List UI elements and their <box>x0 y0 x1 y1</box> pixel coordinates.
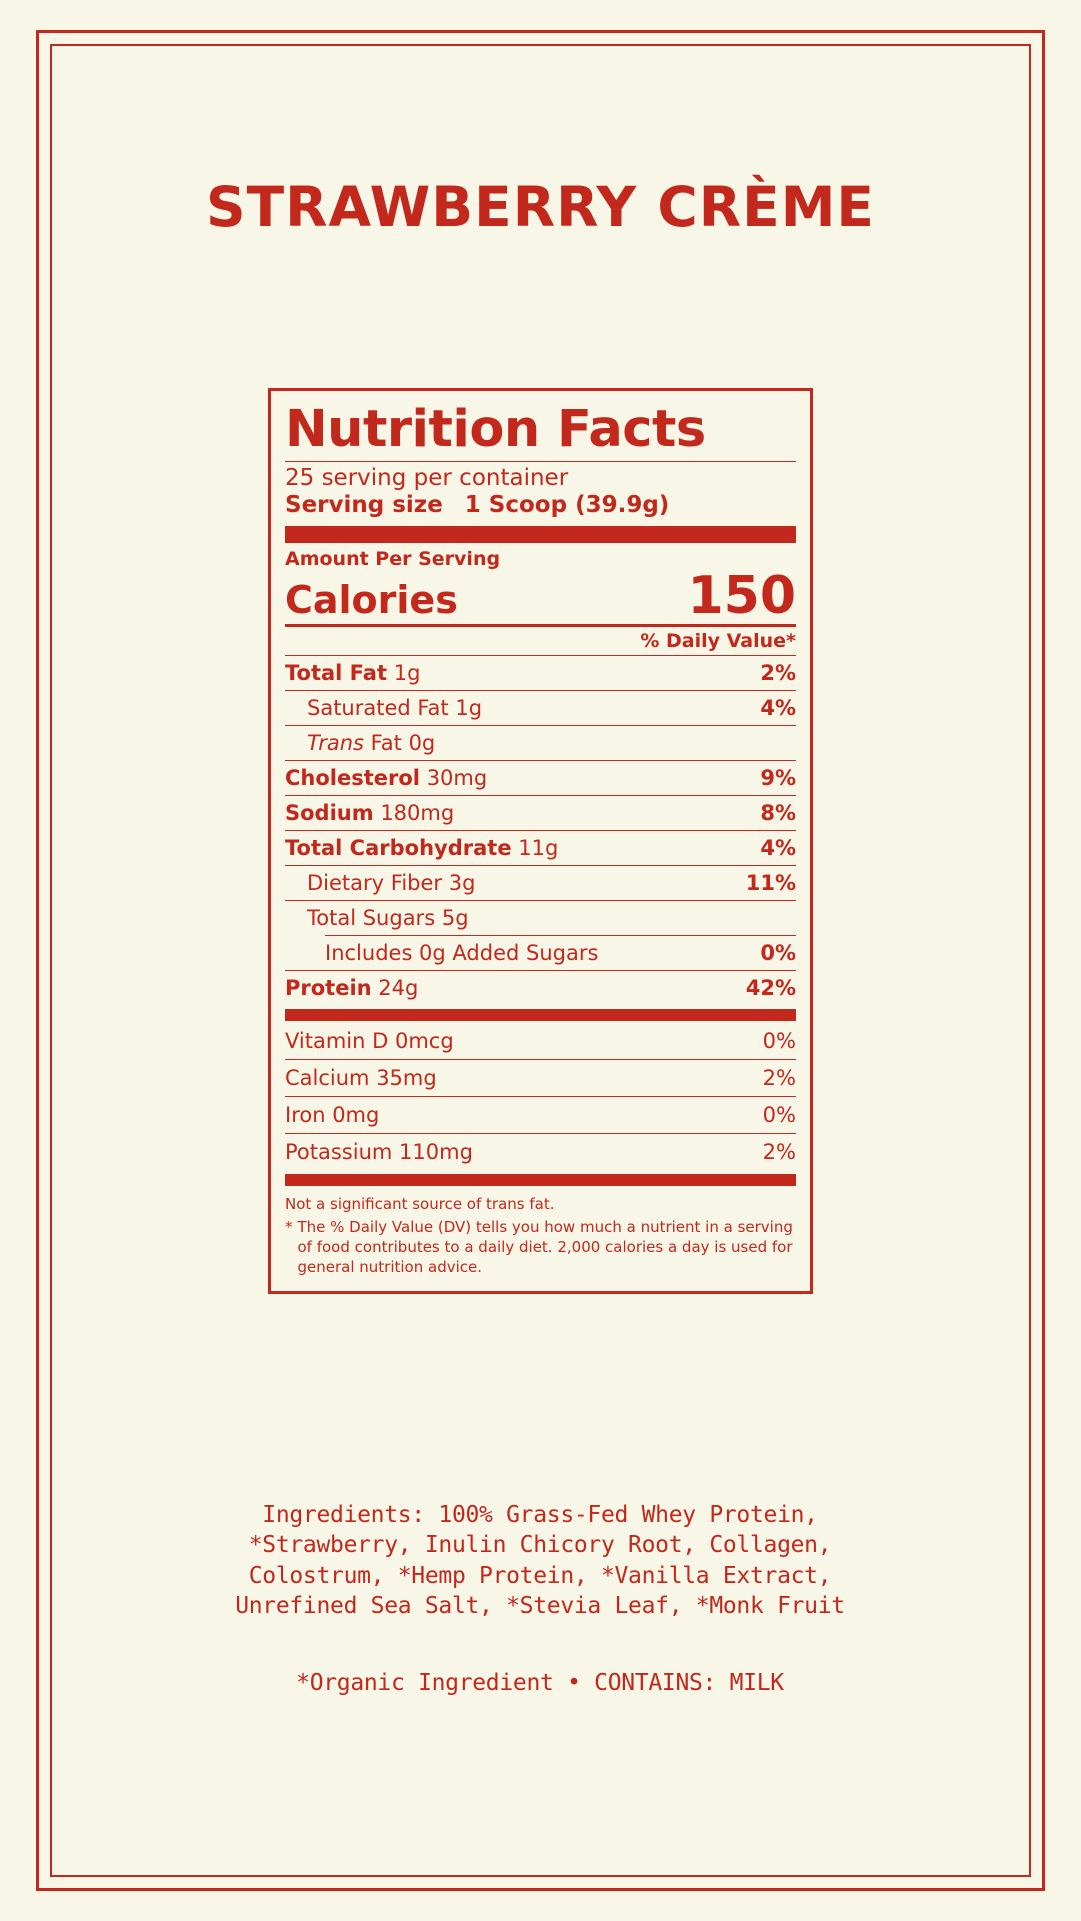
nutrient-amount: 11g <box>518 835 559 860</box>
trans-fat-note: Not a significant source of trans fat. <box>285 1194 555 1213</box>
nutrient-dv: 11% <box>745 870 796 895</box>
table-row <box>285 1023 796 1059</box>
table-row <box>285 796 796 830</box>
nutrient-dv: 9% <box>760 765 796 790</box>
nutrient-amount: 1g <box>393 660 421 685</box>
nutrient-dv: 4% <box>760 835 796 860</box>
ingredients-list: Ingredients: 100% Grass-Fed Whey Protein, *Strawberry, Inulin Chicory Root, Collagen, Colostrum, *Hemp Protein, *Vanilla Extract, Unrefined Sea Salt, *Stevia Leaf, *Monk Fruit <box>235 1502 845 1620</box>
nutrient-amount: 24g <box>378 975 419 1000</box>
calories-value: 150 <box>687 565 796 626</box>
table-row <box>285 656 796 690</box>
table-row <box>285 971 796 1005</box>
nutrient-name: Sodium <box>285 800 374 825</box>
thick-divider <box>285 1174 796 1186</box>
product-title: STRAWBERRY CRÈME <box>206 175 875 239</box>
organic-and-allergen-note: *Organic Ingredient • CONTAINS: MILK <box>296 1670 784 1696</box>
table-row <box>285 726 796 760</box>
nutrition-facts-title: Nutrition Facts <box>285 400 706 459</box>
table-row <box>285 691 796 725</box>
micronutrient-name: Iron 0mg <box>285 1102 380 1127</box>
table-row <box>285 901 796 935</box>
nutrient-name: Total Fat <box>285 660 388 685</box>
calories-row <box>285 565 796 626</box>
nutrient-name: Dietary Fiber <box>307 870 443 895</box>
nutrient-name: Includes 0g Added Sugars <box>325 940 599 965</box>
nutrient-amount: 5g <box>441 905 469 930</box>
micronutrient-dv: 2% <box>762 1139 796 1164</box>
table-row <box>285 1134 796 1170</box>
nutrient-dv: 2% <box>760 660 796 685</box>
nutrient-name: Protein <box>285 975 372 1000</box>
micronutrient-dv: 0% <box>762 1028 796 1053</box>
table-row <box>285 936 796 970</box>
nutrient-dv: 42% <box>745 975 796 1000</box>
serving-size-row <box>285 492 796 522</box>
nutrient-amount: 180mg <box>380 800 455 825</box>
table-row <box>285 1097 796 1133</box>
table-row <box>285 761 796 795</box>
nutrient-dv: 8% <box>760 800 796 825</box>
footnote-star: * <box>285 1217 293 1236</box>
nutrient-amount: 1g <box>455 695 483 720</box>
nutrient-amount: Fat 0g <box>370 730 436 755</box>
nutrient-amount: 3g <box>448 870 476 895</box>
nutrient-name: Cholesterol <box>285 765 420 790</box>
nutrient-dv: 4% <box>760 695 796 720</box>
nutrient-dv: 0% <box>760 940 796 965</box>
table-row <box>285 831 796 865</box>
micronutrient-name: Vitamin D 0mcg <box>285 1028 454 1053</box>
nutrient-name: Total Carbohydrate <box>285 835 512 860</box>
amount-per-serving-label: Amount Per Serving <box>285 547 501 570</box>
calories-label: Calories <box>285 577 458 622</box>
micronutrient-dv: 0% <box>762 1102 796 1127</box>
serving-size-value: 1 Scoop (39.9g) <box>464 491 670 518</box>
nutrient-name: Saturated Fat <box>307 695 449 720</box>
micronutrient-name: Calcium 35mg <box>285 1065 437 1090</box>
daily-value-header: % Daily Value* <box>640 629 796 652</box>
nutrient-name: Trans <box>307 730 364 755</box>
micronutrient-dv: 2% <box>762 1065 796 1090</box>
serving-size-label: Serving size <box>285 491 443 518</box>
table-row <box>285 866 796 900</box>
micronutrient-name: Potassium 110mg <box>285 1139 473 1164</box>
thick-divider <box>285 1009 796 1021</box>
daily-value-footnote <box>285 1215 796 1278</box>
table-row <box>285 1060 796 1096</box>
servings-per-container: 25 serving per container <box>285 464 569 491</box>
nutrient-amount: 30mg <box>426 765 488 790</box>
thick-divider <box>285 526 796 543</box>
nutrition-facts-panel <box>268 388 813 1294</box>
nutrient-name: Total Sugars <box>307 905 436 930</box>
footnote-text: The % Daily Value (DV) tells you how much a nutrient in a serving of food contributes to a daily diet. 2,000 calories a day is used for general nutrition advice. <box>297 1217 793 1277</box>
